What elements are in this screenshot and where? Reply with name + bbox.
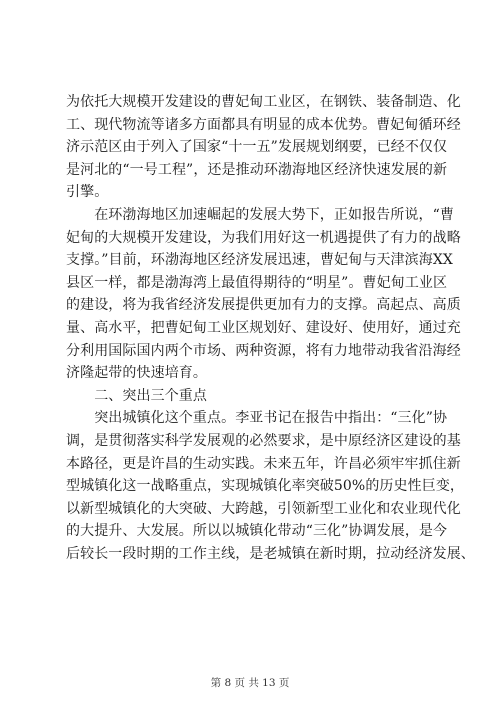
text-line: 分利用国际国内两个市场、两种资源，将有力地带动我省沿海经 [66, 342, 461, 359]
text-line: 济示范区由于列入了国家“十一五”发展规划纲要，已经不仅仅 [66, 139, 448, 156]
text-line: 在环渤海地区加速崛起的发展大势下，正如报告所说，“曹 [66, 206, 454, 223]
text-line: 妃甸的大规模开发建设，为我们用好这一机遇提供了有力的战略 [66, 229, 461, 246]
body-text [66, 91, 475, 565]
text-line: 济隆起带的快速培育。 [66, 365, 207, 382]
text-line: 后较长一段时期的工作主线，是老城镇在新时期，拉动经济发展、 [66, 545, 475, 562]
text-line: 支撑。”目前，环渤海地区经济发展迅速，曹妃甸与天津滨海XX [66, 252, 453, 269]
text-line: 量、高水平，把曹妃甸工业区规划好、建设好、使用好，通过充 [66, 319, 461, 336]
section-heading: 二、突出三个重点 [66, 387, 207, 404]
text-line: 以新型城镇化的大突破、大跨越，引领新型工业化和农业现代化 [66, 500, 461, 517]
text-line: 调，是贯彻落实科学发展观的必然要求，是中原经济区建设的基 [66, 432, 461, 449]
text-line: 的大提升、大发展。所以以城镇化带动“三化”协调发展，是今 [66, 523, 448, 540]
text-line: 突出城镇化这个重点。李亚书记在报告中指出：“三化”协 [66, 410, 448, 427]
text-line: 型城镇化这一战略重点，实现城镇化率突破50%的历史性巨变， [66, 478, 465, 495]
page-number-footer: 第 8 页 共 13 页 [210, 677, 290, 689]
text-line: 为依托大规模开发建设的曹妃甸工业区，在钢铁、装备制造、化 [66, 94, 461, 110]
text-line: 的建设，将为我省经济发展提供更加有力的支撑。高起点、高质 [66, 297, 461, 314]
text-line: 引擎。 [66, 184, 109, 201]
text-line: 工、现代物流等诸多方面都具有明显的成本优势。曹妃甸循环经 [66, 116, 461, 133]
text-line: 县区一样，都是渤海湾上最值得期待的“明星”。曹妃甸工业区 [66, 274, 448, 291]
text-line: 本路径，更是许昌的生动实践。未来五年，许昌必须牢牢抓住新 [66, 455, 461, 472]
text-line: 是河北的“一号工程”，还是推动环渤海地区经济快速发展的新 [66, 161, 448, 178]
